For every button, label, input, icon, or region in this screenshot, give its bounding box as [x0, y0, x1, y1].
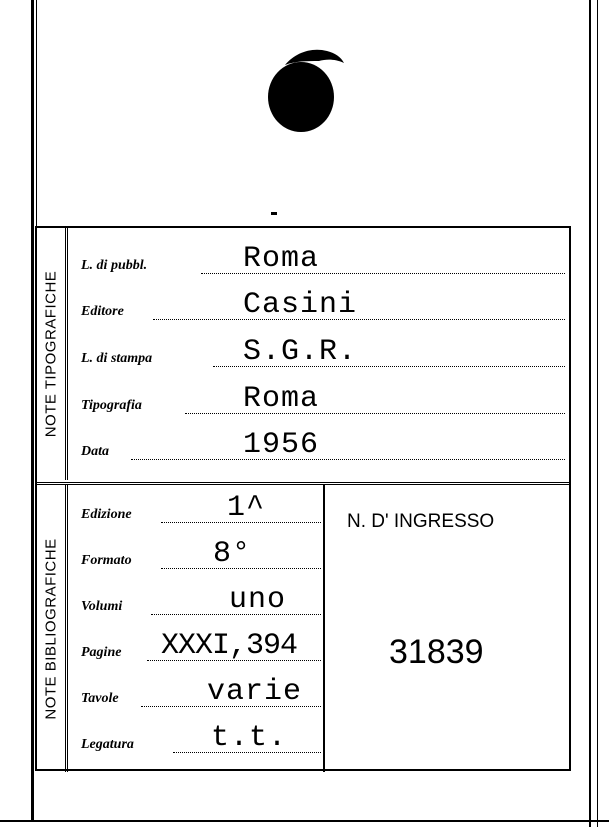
row-volumi [81, 583, 321, 619]
right-card-edge-inner [597, 0, 598, 827]
small-mark [271, 212, 277, 215]
field-label: Tipografia [81, 398, 142, 413]
field-label: Edizione [81, 507, 132, 522]
note-tipografiche-label-box [37, 228, 68, 480]
bottom-card-edge [0, 820, 609, 822]
field-value: Roma [243, 382, 320, 416]
field-value: 1956 [243, 428, 320, 462]
field-label: Pagine [81, 645, 122, 660]
field-value: uno [229, 583, 287, 617]
row-pagine [81, 629, 321, 665]
numero-ingresso-label: N. D' INGRESSO [347, 511, 495, 532]
note-bibliografiche-section [37, 482, 569, 772]
field-label: Data [81, 444, 109, 459]
row-legatura [81, 721, 321, 757]
field-label: Volumi [81, 599, 123, 614]
field-value: 1^ [227, 491, 266, 525]
row-data [81, 428, 565, 464]
field-label: L. di stampa [81, 351, 153, 366]
note-bibliografiche-label-box [37, 485, 68, 772]
field-label: Tavole [81, 691, 119, 706]
field-label: Formato [81, 553, 132, 568]
dotted-line [153, 319, 565, 320]
field-label: Legatura [81, 737, 134, 752]
field-value: XXXI,394 [161, 629, 298, 663]
field-value: varie [207, 675, 303, 709]
dotted-line [185, 413, 565, 414]
field-value: Roma [243, 242, 320, 276]
field-label: L. di pubbl. [81, 258, 148, 273]
dotted-line [131, 459, 565, 460]
note-bibliografiche-label: NOTE BIBLIOGRAFICHE [42, 537, 60, 720]
row-luogo-pubblicazione [81, 242, 565, 278]
note-tipografiche-label: NOTE TIPOGRAFICHE [42, 270, 60, 438]
left-card-edge-inner [36, 0, 37, 230]
field-value: S.G.R. [243, 335, 358, 369]
note-tipografiche-section [37, 228, 569, 480]
row-editore [81, 288, 565, 324]
row-formato [81, 537, 321, 573]
column-divider [323, 485, 325, 772]
row-luogo-stampa [81, 335, 565, 371]
catalog-card [35, 226, 571, 771]
row-tipografia [81, 382, 565, 418]
field-value: Casini [243, 288, 358, 322]
right-card-edge [589, 0, 591, 827]
field-label: Editore [81, 304, 124, 319]
numero-ingresso-value: 31839 [389, 633, 484, 671]
field-value: 8° [213, 537, 252, 571]
row-tavole [81, 675, 321, 711]
row-edizione [81, 491, 321, 527]
punch-hole [268, 62, 334, 132]
field-value: t.t. [211, 721, 288, 755]
left-card-edge [31, 0, 34, 820]
